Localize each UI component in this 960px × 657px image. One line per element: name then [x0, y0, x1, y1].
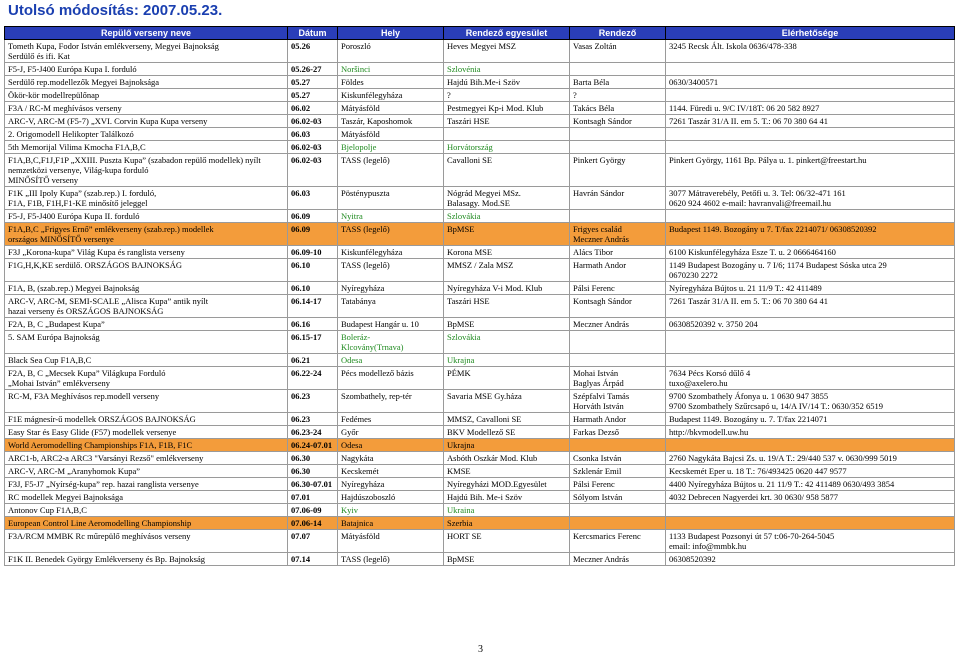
- event-date-cell: 06.30-07.01: [288, 478, 338, 491]
- event-place-cell: Pécs modellező bázis: [338, 367, 444, 390]
- event-contact-cell: [666, 331, 955, 354]
- event-place-cell: Szombathely, rep-tér: [338, 390, 444, 413]
- header-organizer: Rendező: [570, 27, 666, 40]
- event-name-cell: F3A / RC-M meghívásos verseny: [5, 102, 288, 115]
- event-organizer-cell: [570, 517, 666, 530]
- event-date-cell: 06.21: [288, 354, 338, 367]
- table-row: [5, 553, 955, 566]
- event-contact-cell: http://bkvmodell.uw.hu: [666, 426, 955, 439]
- event-organizer-cell: [570, 128, 666, 141]
- event-organizer-cell: Meczner András: [570, 318, 666, 331]
- event-organizer-cell: [570, 354, 666, 367]
- table-row: [5, 465, 955, 478]
- event-contact-cell: 06308520392: [666, 553, 955, 566]
- event-place-cell: Fedémes: [338, 413, 444, 426]
- event-organizer-cell: ?: [570, 89, 666, 102]
- event-name-cell: F1K „III Ipoly Kupa” (szab.rep.) I. forduló, F1A, F1B, F1H,F1-KE minősítő jeleggel: [5, 187, 288, 210]
- event-organizer-cell: Barta Béla: [570, 76, 666, 89]
- event-organizer-cell: Harmath Andor: [570, 259, 666, 282]
- event-name-cell: F3J, F5-J7 „Nyírség-kupa” rep. hazai ranglista versenye: [5, 478, 288, 491]
- page-title: Utolsó módosítás: 2007.05.23.: [8, 2, 223, 19]
- event-contact-cell: [666, 63, 955, 76]
- event-name-cell: 5th Memorijal Vilima Kmocha F1A,B,C: [5, 141, 288, 154]
- header-date: Dátum: [288, 27, 338, 40]
- event-date-cell: 06.15-17: [288, 331, 338, 354]
- event-contact-cell: 3077 Mátraverebély, Petőfi u. 3. Tel: 06/32-471 161 0620 924 4602 e-mail: havranvali@freemail.hu: [666, 187, 955, 210]
- event-place-cell: Kecskemét: [338, 465, 444, 478]
- event-date-cell: 06.02-03: [288, 141, 338, 154]
- event-contact-cell: Pinkert György, 1161 Bp. Pálya u. 1. pinkert@freestart.hu: [666, 154, 955, 187]
- table-row: [5, 223, 955, 246]
- event-place-cell: Nagykáta: [338, 452, 444, 465]
- event-organizer-cell: [570, 210, 666, 223]
- event-contact-cell: [666, 439, 955, 452]
- event-name-cell: 2. Origomodell Helikopter Találkozó: [5, 128, 288, 141]
- event-name-cell: F2A, B, C „Budapest Kupa”: [5, 318, 288, 331]
- event-name-cell: Tometh Kupa, Fodor István emlékverseny, Megyei Bajnokság Serdülő és ifi. Kat: [5, 40, 288, 63]
- event-place-cell: Tatabánya: [338, 295, 444, 318]
- event-place-cell: Kyiv: [338, 504, 444, 517]
- event-contact-cell: 1144. Füredi u. 9/C IV/18T: 06 20 582 8927: [666, 102, 955, 115]
- table-row: [5, 40, 955, 63]
- event-date-cell: 06.10: [288, 282, 338, 295]
- table-row: [5, 530, 955, 553]
- event-date-cell: 06.23: [288, 413, 338, 426]
- table-row: [5, 439, 955, 452]
- event-club-cell: Szlovákia: [444, 331, 570, 354]
- event-club-cell: MMSZ / Zala MSZ: [444, 259, 570, 282]
- event-club-cell: Taszári HSE: [444, 115, 570, 128]
- event-place-cell: Földes: [338, 76, 444, 89]
- table-row: [5, 63, 955, 76]
- event-organizer-cell: Vasas Zoltán: [570, 40, 666, 63]
- event-contact-cell: [666, 141, 955, 154]
- event-club-cell: Nyíregyháza V-i Mod. Klub: [444, 282, 570, 295]
- table-row: [5, 128, 955, 141]
- event-place-cell: Mátyásföld: [338, 530, 444, 553]
- event-club-cell: HORT SE: [444, 530, 570, 553]
- header-club: Rendező egyesület: [444, 27, 570, 40]
- event-name-cell: 5. SAM Európa Bajnokság: [5, 331, 288, 354]
- event-club-cell: PÉMK: [444, 367, 570, 390]
- event-date-cell: 05.26: [288, 40, 338, 63]
- event-club-cell: Heves Megyei MSZ: [444, 40, 570, 63]
- event-contact-cell: 7634 Pécs Korsó dűlő 4 tuxo@axelero.hu: [666, 367, 955, 390]
- table-row: [5, 102, 955, 115]
- event-contact-cell: 6100 Kiskunfélegyháza Esze T. u. 2 0666464160: [666, 246, 955, 259]
- table-row: [5, 318, 955, 331]
- event-contact-cell: [666, 504, 955, 517]
- table-row: [5, 89, 955, 102]
- events-table: [4, 26, 955, 566]
- event-club-cell: Pestmegyei Kp-i Mod. Klub: [444, 102, 570, 115]
- event-club-cell: MMSZ, Cavalloni SE: [444, 413, 570, 426]
- event-contact-cell: 1133 Budapest Pozsonyi út 57 t:06-70-264-5045 email: info@mmbk.hu: [666, 530, 955, 553]
- event-contact-cell: [666, 210, 955, 223]
- event-place-cell: Bjelopolje: [338, 141, 444, 154]
- header-name: Repülő verseny neve: [5, 27, 288, 40]
- event-date-cell: 07.01: [288, 491, 338, 504]
- event-organizer-cell: [570, 331, 666, 354]
- event-club-cell: Ukrajna: [444, 354, 570, 367]
- event-contact-cell: 3245 Recsk Ált. Iskola 0636/478-338: [666, 40, 955, 63]
- event-place-cell: Nyitra: [338, 210, 444, 223]
- event-contact-cell: 7261 Taszár 31/A II. em 5. T.: 06 70 380 64 41: [666, 115, 955, 128]
- event-place-cell: TASS (legelő): [338, 154, 444, 187]
- table-row: [5, 504, 955, 517]
- event-club-cell: Cavalloni SE: [444, 154, 570, 187]
- event-organizer-cell: Havrán Sándor: [570, 187, 666, 210]
- event-club-cell: BKV Modellező SE: [444, 426, 570, 439]
- event-club-cell: Taszári HSE: [444, 295, 570, 318]
- event-name-cell: ARC-V, ARC-M „Aranyhomok Kupa”: [5, 465, 288, 478]
- table-row: [5, 354, 955, 367]
- event-name-cell: F1A,B,C,F1J,F1P „XXIII. Puszta Kupa” (szabadon repülő modellek) nyílt nemzetközi versenye, Világ-kupa forduló MINŐSÍTŐ verseny: [5, 154, 288, 187]
- event-organizer-cell: Pinkert György: [570, 154, 666, 187]
- table-row: [5, 295, 955, 318]
- event-date-cell: 05.26-27: [288, 63, 338, 76]
- event-name-cell: ARC1-b, ARC2-a ARC3 "Varsányi Rezső" emlékverseny: [5, 452, 288, 465]
- event-club-cell: BpMSE: [444, 553, 570, 566]
- event-organizer-cell: Szklenár Emil: [570, 465, 666, 478]
- event-date-cell: 07.14: [288, 553, 338, 566]
- event-organizer-cell: [570, 141, 666, 154]
- table-row: [5, 452, 955, 465]
- event-club-cell: Asbóth Oszkár Mod. Klub: [444, 452, 570, 465]
- event-place-cell: Noršinci: [338, 63, 444, 76]
- event-club-cell: BpMSE: [444, 223, 570, 246]
- event-place-cell: Kiskunfélegyháza: [338, 246, 444, 259]
- event-organizer-cell: Csonka István: [570, 452, 666, 465]
- event-name-cell: F5-J, F5-J400 Európa Kupa I. forduló: [5, 63, 288, 76]
- event-organizer-cell: Pálsi Ferenc: [570, 478, 666, 491]
- event-club-cell: Ukrajna: [444, 439, 570, 452]
- header-place: Hely: [338, 27, 444, 40]
- event-name-cell: F1A, B, (szab.rep.) Megyei Bajnokság: [5, 282, 288, 295]
- event-name-cell: RC-M, F3A Meghívásos rep.modell verseny: [5, 390, 288, 413]
- event-date-cell: 05.27: [288, 89, 338, 102]
- event-contact-cell: 1149 Budapest Bozogány u. 7 I/6; 1174 Budapest Sóska utca 29 0670230 2272: [666, 259, 955, 282]
- event-club-cell: Nyíregyházi MOD.Egyesület: [444, 478, 570, 491]
- event-place-cell: Taszár, Kaposhomok: [338, 115, 444, 128]
- event-contact-cell: [666, 89, 955, 102]
- event-organizer-cell: Meczner András: [570, 553, 666, 566]
- event-place-cell: Nyíregyháza: [338, 478, 444, 491]
- event-place-cell: Kiskunfélegyháza: [338, 89, 444, 102]
- event-date-cell: 06.24-07.01: [288, 439, 338, 452]
- event-organizer-cell: Farkas Dezső: [570, 426, 666, 439]
- table-row: [5, 246, 955, 259]
- event-place-cell: TASS (legelő): [338, 223, 444, 246]
- event-name-cell: F3A/RCM MMBK Rc műrepülő meghívásos verseny: [5, 530, 288, 553]
- event-place-cell: Budapest Hangár u. 10: [338, 318, 444, 331]
- event-organizer-cell: Frigyes család Meczner András: [570, 223, 666, 246]
- table-row: [5, 115, 955, 128]
- event-date-cell: 05.27: [288, 76, 338, 89]
- event-place-cell: Odesa: [338, 354, 444, 367]
- event-name-cell: Easy Star és Easy Glide (F57) modellek versenye: [5, 426, 288, 439]
- event-contact-cell: [666, 354, 955, 367]
- event-date-cell: 06.30: [288, 465, 338, 478]
- event-date-cell: 06.03: [288, 128, 338, 141]
- event-name-cell: ARC-V, ARC-M, SEMI-SCALE „Alisca Kupa” antik nyílt hazai verseny és ORSZÁGOS BAJNOKSÁG: [5, 295, 288, 318]
- event-club-cell: [444, 128, 570, 141]
- event-name-cell: European Control Line Aeromodelling Championship: [5, 517, 288, 530]
- event-name-cell: World Aeromodelling Championships F1A, F1B, F1C: [5, 439, 288, 452]
- table-row: [5, 390, 955, 413]
- event-club-cell: Horvátország: [444, 141, 570, 154]
- event-organizer-cell: [570, 439, 666, 452]
- table-row: [5, 154, 955, 187]
- event-contact-cell: [666, 128, 955, 141]
- event-name-cell: Antonov Cup F1A,B,C: [5, 504, 288, 517]
- table-row: [5, 187, 955, 210]
- event-organizer-cell: Kontsagh Sándor: [570, 295, 666, 318]
- event-date-cell: 06.02-03: [288, 115, 338, 128]
- event-name-cell: F3J „Korona-kupa” Világ Kupa és ranglista verseny: [5, 246, 288, 259]
- event-club-cell: Ukraina: [444, 504, 570, 517]
- event-date-cell: 07.06-09: [288, 504, 338, 517]
- event-club-cell: Savaria MSE Gy.háza: [444, 390, 570, 413]
- event-name-cell: ARC-V, ARC-M (F5-7) „XVI. Corvin Kupa Kupa verseny: [5, 115, 288, 128]
- event-name-cell: Black Sea Cup F1A,B,C: [5, 354, 288, 367]
- event-contact-cell: 4400 Nyíregyháza Bújtos u. 21 11/9 T.: 42 411489 0630/493 3854: [666, 478, 955, 491]
- event-club-cell: Hajdú Bih. Me-i Szöv: [444, 491, 570, 504]
- table-row: [5, 517, 955, 530]
- event-organizer-cell: Alács Tibor: [570, 246, 666, 259]
- event-place-cell: Odesa: [338, 439, 444, 452]
- table-row: [5, 478, 955, 491]
- event-date-cell: 06.14-17: [288, 295, 338, 318]
- event-date-cell: 06.30: [288, 452, 338, 465]
- header-contact: Elérhetősége: [666, 27, 955, 40]
- event-place-cell: Pösténypuszta: [338, 187, 444, 210]
- event-place-cell: Poroszló: [338, 40, 444, 63]
- event-club-cell: Szerbia: [444, 517, 570, 530]
- event-date-cell: 06.03: [288, 187, 338, 210]
- event-contact-cell: Budapest 1149. Bozogány u. 7. T/fax 2214071: [666, 413, 955, 426]
- table-row: [5, 413, 955, 426]
- event-contact-cell: Nyíregyháza Bújtos u. 21 11/9 T.: 42 411489: [666, 282, 955, 295]
- event-club-cell: Nógrád Megyei MSz. Balasagy. Mod.SE: [444, 187, 570, 210]
- table-row: [5, 367, 955, 390]
- table-row: [5, 76, 955, 89]
- table-row: [5, 141, 955, 154]
- event-contact-cell: [666, 517, 955, 530]
- event-contact-cell: 2760 Nagykáta Bajcsi Zs. u. 19/A T.: 29/440 537 v. 0630/999 5019: [666, 452, 955, 465]
- event-organizer-cell: Szépfalvi Tamás Horváth István: [570, 390, 666, 413]
- event-date-cell: 06.09-10: [288, 246, 338, 259]
- event-date-cell: 06.09: [288, 223, 338, 246]
- event-organizer-cell: Kercsmarics Ferenc: [570, 530, 666, 553]
- event-name-cell: Serdülő rep.modellezők Megyei Bajnoksága: [5, 76, 288, 89]
- event-name-cell: F5-J, F5-J400 Európa Kupa II. forduló: [5, 210, 288, 223]
- event-contact-cell: Budapest 1149. Bozogány u 7. T/fax 2214071/ 06308520392: [666, 223, 955, 246]
- page-number: 3: [478, 644, 483, 655]
- event-place-cell: Mátyásföld: [338, 128, 444, 141]
- event-date-cell: 07.06-14: [288, 517, 338, 530]
- event-date-cell: 06.23: [288, 390, 338, 413]
- event-date-cell: 07.07: [288, 530, 338, 553]
- event-organizer-cell: [570, 63, 666, 76]
- event-name-cell: RC modellek Megyei Bajnoksága: [5, 491, 288, 504]
- table-header-row: [5, 27, 955, 40]
- table-row: [5, 210, 955, 223]
- table-row: [5, 259, 955, 282]
- event-date-cell: 06.23-24: [288, 426, 338, 439]
- event-organizer-cell: Takács Béla: [570, 102, 666, 115]
- event-name-cell: Ökör-kör modellrepülőnap: [5, 89, 288, 102]
- table-row: [5, 426, 955, 439]
- table-row: [5, 491, 955, 504]
- event-club-cell: Korona MSE: [444, 246, 570, 259]
- event-club-cell: ?: [444, 89, 570, 102]
- event-contact-cell: 7261 Taszár 31/A II. em 5. T.: 06 70 380 64 41: [666, 295, 955, 318]
- event-date-cell: 06.16: [288, 318, 338, 331]
- event-organizer-cell: Sólyom István: [570, 491, 666, 504]
- event-place-cell: Batajnica: [338, 517, 444, 530]
- event-date-cell: 06.02: [288, 102, 338, 115]
- event-date-cell: 06.10: [288, 259, 338, 282]
- event-name-cell: F1E mágnesír-ű modellek ORSZÁGOS BAJNOKSÁG: [5, 413, 288, 426]
- event-club-cell: Szlovénia: [444, 63, 570, 76]
- event-organizer-cell: Kontsagh Sándor: [570, 115, 666, 128]
- event-organizer-cell: Pálsi Ferenc: [570, 282, 666, 295]
- event-name-cell: F2A, B, C „Mecsek Kupa” Világkupa Forduló „Mohai István” emlékverseny: [5, 367, 288, 390]
- event-contact-cell: 4032 Debrecen Nagyerdei krt. 30 0630/ 958 5877: [666, 491, 955, 504]
- event-name-cell: F1G,H,K,KE serdülő. ORSZÁGOS BAJNOKSÁG: [5, 259, 288, 282]
- event-name-cell: F1K II. Benedek György Emlékverseny és Bp. Bajnokság: [5, 553, 288, 566]
- event-club-cell: BpMSE: [444, 318, 570, 331]
- event-contact-cell: 9700 Szombathely Áfonya u. 1 0630 947 3855 9700 Szombathely Szűrcsapó u, 14/A IV/14 T.: 0630/352 6519: [666, 390, 955, 413]
- event-club-cell: KMSE: [444, 465, 570, 478]
- event-place-cell: Hajdúszoboszló: [338, 491, 444, 504]
- event-date-cell: 06.02-03: [288, 154, 338, 187]
- event-club-cell: Szlovákia: [444, 210, 570, 223]
- event-place-cell: Mátyásföld: [338, 102, 444, 115]
- event-contact-cell: 06308520392 v. 3750 204: [666, 318, 955, 331]
- event-date-cell: 06.22-24: [288, 367, 338, 390]
- event-contact-cell: 0630/3400571: [666, 76, 955, 89]
- table-row: [5, 282, 955, 295]
- event-organizer-cell: Harmath Andor: [570, 413, 666, 426]
- event-name-cell: F1A,B,C „Frigyes Ernő” emlékverseny (szab.rep.) modellek országos MINŐSÍTŐ versenye: [5, 223, 288, 246]
- event-place-cell: Győr: [338, 426, 444, 439]
- event-place-cell: TASS (legelő): [338, 259, 444, 282]
- event-club-cell: Hajdú Bih.Me-i Szöv: [444, 76, 570, 89]
- event-organizer-cell: [570, 504, 666, 517]
- table-row: [5, 331, 955, 354]
- event-place-cell: TASS (legelő): [338, 553, 444, 566]
- event-organizer-cell: Mohai István Baglyas Árpád: [570, 367, 666, 390]
- event-date-cell: 06.09: [288, 210, 338, 223]
- event-contact-cell: Kecskemét Eper u. 18 T.: 76/493425 0620 447 9577: [666, 465, 955, 478]
- event-place-cell: Boleráz- Klcovány(Trnava): [338, 331, 444, 354]
- event-place-cell: Nyíregyháza: [338, 282, 444, 295]
